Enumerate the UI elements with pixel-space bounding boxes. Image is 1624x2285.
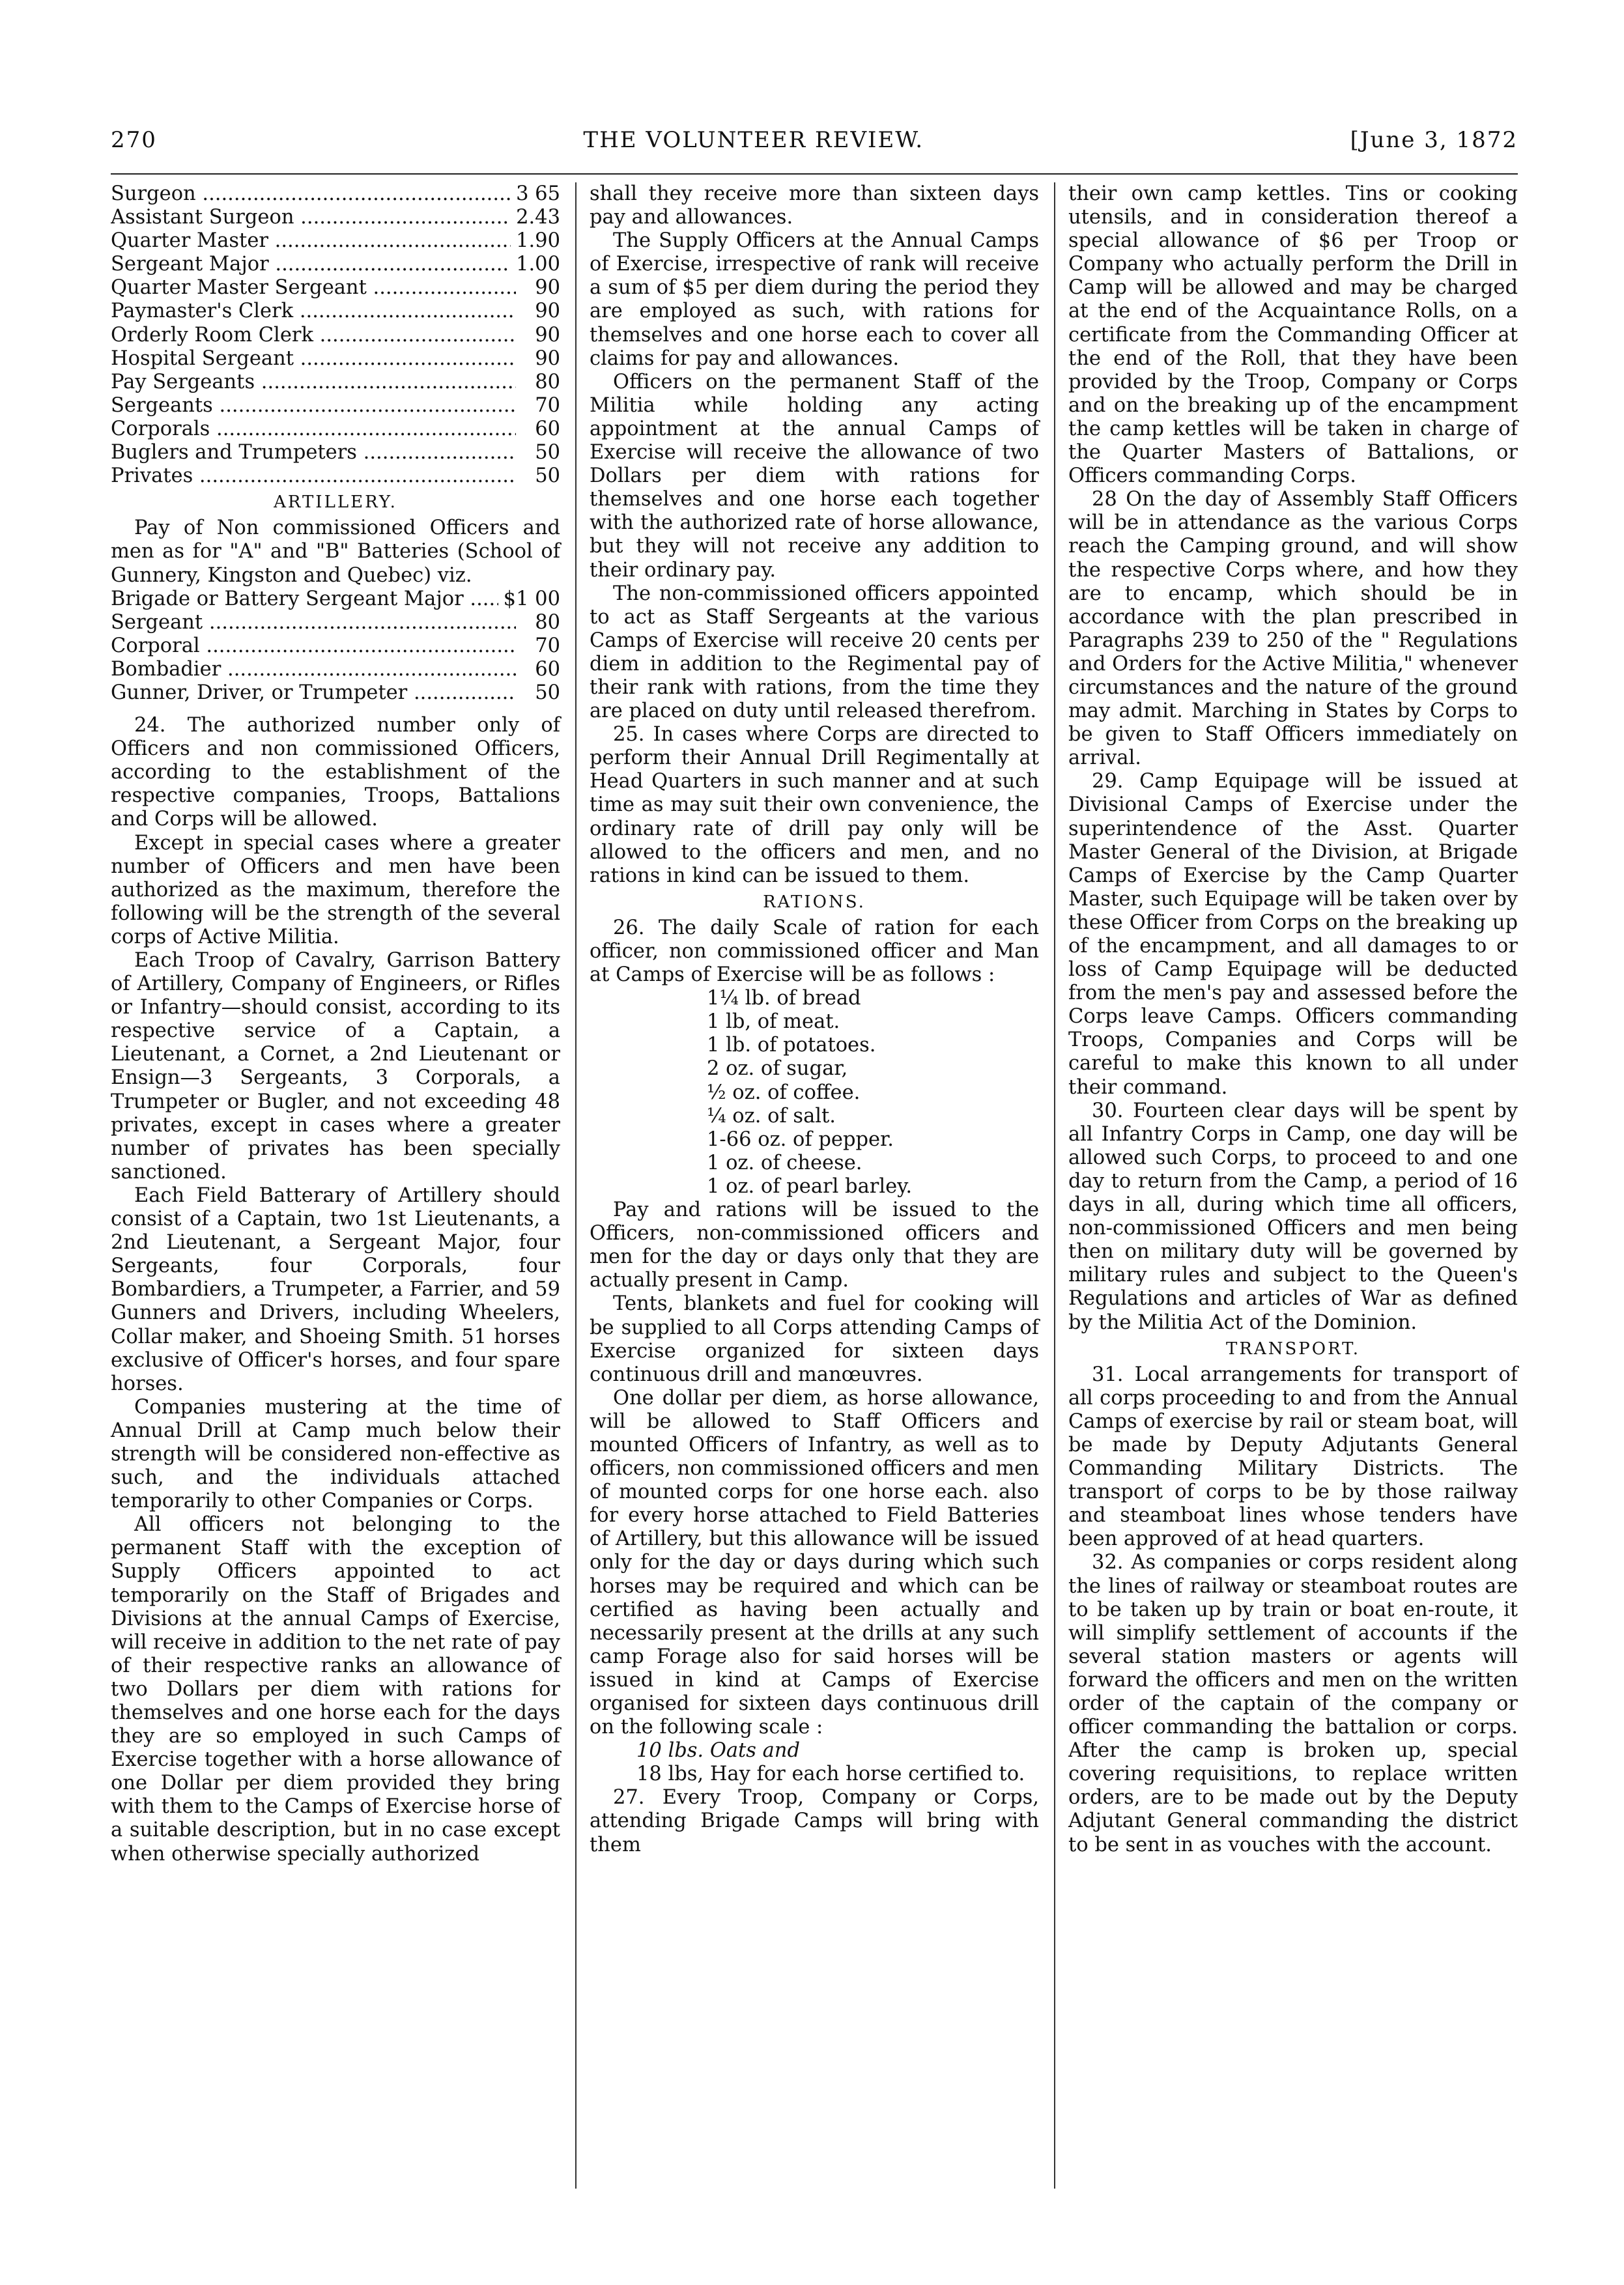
paragraph-26: 26. The daily Scale of ration for each officer, non commissioned officer and Man at Camps of Exercise will be as follows : (590, 916, 1039, 987)
section-heading-transport: TRANSPORT. (1226, 1339, 1360, 1359)
pay-row: Quarter Master ..... 1.90 (111, 229, 560, 253)
pay-row: Paymaster's Clerk ..... 90 (111, 300, 560, 323)
pay-row: Quarter Master Sergeant ..... 90 (111, 276, 560, 300)
pay-row: Bombadier ..... 60 (111, 658, 560, 681)
pay-row: Corporals ..... 60 (111, 418, 560, 441)
paragraph: Each Field Batterary of Artillery should consist of a Captain, two 1st Lieutenants, a 2nd Lieutenant, a Sergeant Major, four Sergeants, four Corporals, four Bombardiers, a Trumpeter, a Farrier, and 59 Gunners and Drivers, including Wheelers, Collar maker, and Shoeing Smith. 51 horses exclusive of Officer's horses, and four spare horses. (111, 1184, 560, 1395)
page-header (111, 117, 1518, 163)
list-item: ½ oz. of coffee. (707, 1081, 861, 1104)
paragraph: Companies mustering at the time of Annual Drill at Camp much below their strength will be considered non-effective as such, and the individuals attached temporarily to other Companies or Corps. (111, 1395, 560, 1513)
list-item: 1 lb, of meat. (707, 1010, 840, 1034)
section-heading-artillery: ARTILLERY. (274, 492, 397, 513)
paragraph-31: 31. Local arrangements for transport of all corps proceeding to and from the Annual Camps of exercise by rail or steam boat, will be made by Deputy Adjutants General Commanding Military Districts. The transport of corps to be by those railway and steamboat lines whose tenders have been approved of at head quarters. (1068, 1363, 1518, 1551)
artillery-pay-table (111, 588, 560, 705)
paragraph: One dollar per diem, as horse allowance, will be allowed to Staff Officers and mounted Officers of Infantry, as well as to officers, non commissioned officers and men of mounted corps for one horse each. also for every horse attached to Field Batteries of Artillery, but this allowance will be issued only for the day or days during which such horses may be required and which can be certified as having been actually and necessarily present at the drills at any such camp Forage also for said horses will be issued in kind at Camps of Exercise organised for sixteen days continuous drill on the following scale : (590, 1386, 1039, 1739)
issue-date: [June 3, 1872 (1350, 127, 1518, 153)
pay-row: Pay Sergeants ..... 80 (111, 371, 560, 394)
artillery-intro: Pay of Non commissioned Officers and men as for "A" and "B" Batteries (School of Gunnery, Kingston and Quebec) viz. (111, 517, 560, 587)
paragraph: The non-commissioned officers appointed to act as Staff Sergeants at the various Camps of Exercise will receive 20 cents per diem in addition to the Regimental pay of their rank with rations, from the time they are placed on duty until released therefrom. (590, 582, 1039, 723)
pay-row: Orderly Room Clerk ..... 90 (111, 324, 560, 347)
list-item: 2 oz. of sugar, (707, 1057, 848, 1081)
header-rule (111, 173, 1518, 175)
pay-table (111, 182, 560, 488)
paragraph-28: 28 On the day of Assembly Staff Officers will be in attendance as the various Corps reach the Camping ground, and will show the respective Corps where, and how they are to encamp, which should be in accordance with the plan prescribed in Paragraphs 239 to 250 of the " Regulations and Orders for the Active Militia," whenever circumstances and the nature of the ground may admit. Marching in States by Corps to be given to Staff Officers immediately on arrival. (1068, 488, 1518, 770)
column-divider-2 (1054, 182, 1055, 2189)
list-item: 10 lbs. Oats and (636, 1739, 800, 1763)
column-1 (111, 182, 560, 1866)
paragraph: All officers not belonging to the permanent Staff with the exception of Supply Officers appointed to act temporarily on the Staff of Brigades and Divisions at the annual Camps of Exercise, will receive in addition to the net rate of pay of their respective ranks an allowance of two Dollars per diem with rations for themselves and one horse each for the days they are so employed in such Camps of Exercise together with a horse allowance of one Dollar per diem provided they bring with them to the Camps of Exercise horse of a suitable description, but in no case except when otherwise specially authorized (111, 1513, 561, 1866)
newspaper-page (111, 117, 1518, 2189)
pay-row: Corporal ..... 70 (111, 634, 560, 658)
pay-row: Sergeant Major ..... 1.00 (111, 253, 560, 276)
column-2 (590, 182, 1039, 1857)
paragraph-24: 24. The authorized number only of Officers and non commissioned Officers, according to the establishment of the respective companies, Troops, Battalions and Corps will be allowed. (111, 714, 560, 831)
list-item: 1 lb. of potatoes. (707, 1034, 876, 1057)
column-divider-1 (575, 182, 577, 2189)
pay-row: Privates ..... 50 (111, 464, 560, 488)
paragraph: Pay and rations will be issued to the Officers, non-commissioned officers and men for the day or days only that they are actually present in Camp. (590, 1199, 1039, 1292)
pay-row: Buglers and Trumpeters ..... 50 (111, 441, 560, 464)
list-item: 18 lbs, Hay for each horse certified to. (636, 1763, 1025, 1786)
publication-title: THE VOLUNTEER REVIEW. (583, 127, 924, 153)
column-3 (1068, 182, 1518, 1857)
paragraph-27: 27. Every Troop, Company or Corps, attending Brigade Camps will bring with them (590, 1786, 1039, 1856)
paragraph-continued: their own camp kettles. Tins or cooking utensils, and in consideration thereof a special allowance of $6 per Troop or Company who actually perform the Drill in Camp will be allowed and may be charged at the end of the Acquaintance Rolls, on a certificate from the Commanding Officer at the end of the Roll, that they have been provided by the Troop, Company or Corps and on the breaking up of the encampment the camp kettles will be taken in charge of the Quarter Masters of Battalions, or Officers commanding Corps. (1068, 182, 1518, 488)
paragraph-32: 32. As companies or corps resident along the lines of railway or steamboat routes are to be taken up by train or boat en-route, it will simplify settlement of accounts if the several station masters or agents will forward the officers and men on the written order of the captain of the company or officer commanding the battalion or corps. After the camp is broken up, special covering requisitions, to replace written orders, are to be made out by the Deputy Adjutant General commanding the district to be sent in as vouches with the account. (1068, 1551, 1518, 1856)
list-item: 1¼ lb. of bread (707, 987, 861, 1010)
pay-row: Assistant Surgeon ..... 2.43 (111, 206, 560, 229)
paragraph: The Supply Officers at the Annual Camps of Exercise, irrespective of rank will receive a sum of $5 per diem during the period they are employed as such, with rations for themselves and one horse each to cover all claims for pay and allowances. (590, 229, 1039, 370)
section-heading-rations: RATIONS. (763, 892, 866, 912)
pay-row: Brigade or Battery Sergeant Major ..... $1 00 (111, 588, 560, 611)
paragraph: Officers on the permanent Staff of the Militia while holding any acting appointment at the annual Camps of Exercise will receive the allowance of two Dollars per diem with rations for themselves and one horse each together with the authorized rate of horse allowance, but they will not receive any addition to their ordinary pay. (590, 370, 1039, 582)
pay-row: Sergeant ..... 80 (111, 611, 560, 634)
list-item: 1 oz. of pearl barley. (707, 1174, 913, 1198)
list-item: ¼ oz. of salt. (707, 1104, 836, 1128)
pay-row: Surgeon ..... 3 65 (111, 182, 560, 206)
paragraph-30: 30. Fourteen clear days will be spent by all Infantry Corps in Camp, one day will be allowed such Corps, to proceed to and one day to return from the Camp, a period of 16 days in all, during which time all officers, non-commissioned Officers and men being then on military duty will be governed by military rules and subject to the Queen's Regulations and articles of War as defined by the Militia Act of the Dominion. (1068, 1099, 1518, 1334)
page-number: 270 (111, 127, 157, 153)
pay-row: Hospital Sergeant ..... 90 (111, 347, 560, 371)
paragraph-29: 29. Camp Equipage will be issued at Divisional Camps of Exercise under the superintendence of the Asst. Quarter Master General of the Division, at Brigade Camps of Exercise by the Camp Quarter Master, such Equipage will be taken over by these Officer from Corps on the breaking up of the encampment, and all damages to or loss of Camp Equipage will be deducted from the men's pay and assessed before the Corps leave Camps. Officers commanding Troops, Companies and Corps will be careful to make this known to all under their command. (1068, 770, 1518, 1099)
paragraph: Except in special cases where a greater number of Officers and men have been authorized as the maximum, therefore the following will be the strength of the several corps of Active Militia. (111, 831, 560, 948)
list-item: 1-66 oz. of pepper. (707, 1128, 894, 1151)
paragraph: Tents, blankets and fuel for cooking will be supplied to all Corps attending Camps of Exercise organized for sixteen days continuous drill and manœuvres. (590, 1292, 1039, 1386)
pay-row: Sergeants ..... 70 (111, 394, 560, 418)
paragraph: Each Troop of Cavalry, Garrison Battery of Artillery, Company of Engineers, or Rifles or Infantry—should consist, according to its respective service of a Captain, a Lieutenant, a Cornet, a 2nd Lieutenant or Ensign—3 Sergeants, 3 Corporals, a Trumpeter or Bugler, and not exceeding 48 privates, except in cases where a greater number of privates has been specially sanctioned. (111, 949, 560, 1184)
paragraph-25: 25. In cases where Corps are directed to perform their Annual Drill Regimentally at Head Quarters in such manner and at such time as may suit their own convenience, the ordinary rate of drill pay only will be allowed to the officers and men, and no rations in kind can be issued to them. (590, 723, 1039, 887)
list-item: 1 oz. of cheese. (707, 1151, 862, 1174)
paragraph-continued: shall they receive more than sixteen days pay and allowances. (590, 182, 1039, 229)
forage-scale (590, 1739, 1039, 1786)
pay-row: Gunner, Driver, or Trumpeter ..... 50 (111, 681, 560, 705)
ration-list (590, 987, 1039, 1199)
